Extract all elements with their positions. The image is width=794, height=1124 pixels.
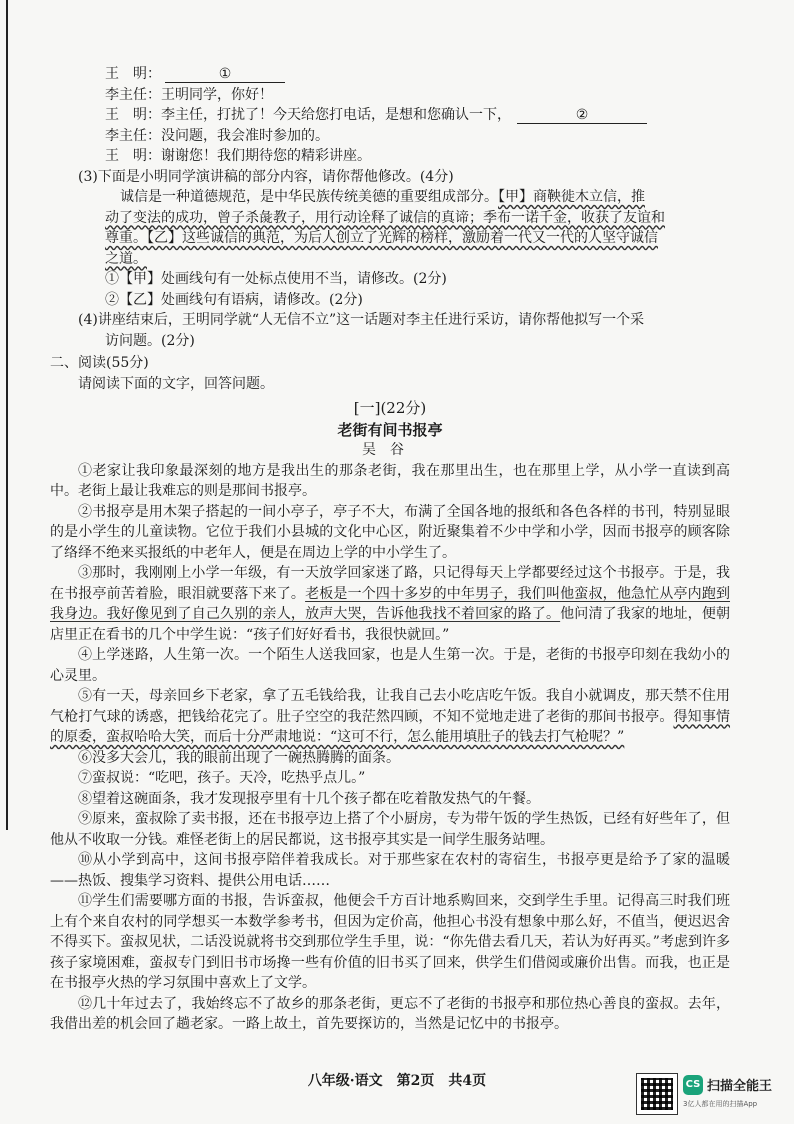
binding-line — [6, 0, 8, 830]
article-paragraph-1: ①老家让我印象最深刻的地方是我出生的那条老街，我在那里出生，也在那里上学，从小学一直读到高中。老街上最让我难忘的则是那间书报亭。 — [50, 462, 730, 499]
article-paragraph-3 — [50, 563, 730, 645]
underlined-passage: 老板是一个四十多岁的中年男子，我们叫他蛮叔，他急忙从亭内跑到我身边。我好像见到了自己久别的亲人，放声大哭，告诉他我找不着回家的路了。 — [50, 585, 731, 622]
dialogue-line — [50, 105, 730, 126]
sub-question-2: ②【乙】处画线句有语病，请修改。(2分) — [105, 291, 363, 308]
speech-text: 诚信是一种道德规范，是中华民族传统美德的重要组成部分。 — [120, 189, 498, 205]
part-1-title: [一](22分) — [353, 399, 427, 417]
article-title: 老街有间书报亭 — [337, 420, 443, 439]
article-paragraph-5 — [50, 686, 730, 748]
question-4-line2: 访问题。(2分) — [105, 332, 195, 349]
question-4-line1: (4)讲座结束后，王明同学就“人无信不立”这一话题对李主任进行采访，请你帮他拟写一个采 — [78, 312, 645, 328]
dialogue-line: 王 明：谢谢您！我们期待您的精彩讲座。 — [105, 148, 371, 164]
speech-excerpt-line — [50, 228, 730, 249]
dialogue-line — [50, 64, 730, 85]
wavy-underlined-passage: 得知事情的原委，蛮叔哈哈大笑，而后十分严肃地说：“这可不行，怎么能用填肚子的钱去打气枪呢？” — [50, 708, 731, 745]
underlined-sentence-jia: 【甲】商鞅徙木立信，推 — [498, 189, 645, 205]
section-2-title: 二、阅读(55分) — [50, 355, 149, 371]
article-paragraph-12: ⑫几十年过去了，我始终忘不了故乡的那条老街，更忘不了老街的书报亭和那位热心善良的蛮叔。去年，我借出差的机会回了趟老家。一路上故土，首先要探访的，当然是记忆中的书报亭。 — [50, 995, 730, 1032]
underlined-sentence-yi: 【乙】这些诚信的典范，为后人创立了光辉的榜样，激励着一代又一代的人坚守诚信 — [147, 230, 658, 246]
speech-excerpt-line — [50, 187, 730, 208]
underlined-sentence-jia-cont: 动了变法的成功，曾子杀彘教子，用行动诠释了诚信的真谛；季布一诺千金，收获了友谊和 — [105, 209, 665, 226]
answer-blank-2[interactable]: ② — [517, 107, 647, 124]
question-3-prompt: (3)下面是小明同学演讲稿的部分内容，请你帮他修改。(4分) — [78, 168, 454, 185]
scanner-app-tagline: 3亿人都在用的扫描App — [683, 1100, 758, 1108]
underlined-sentence-yi-end: 之道。 — [105, 250, 147, 267]
paragraph-text: 他问清了我家的地址，便朝店里正在看书的几个中学生说：“孩子们好好看书，我很快就回。” — [50, 606, 731, 643]
underlined-sentence-jia-end: 尊重。 — [105, 230, 147, 246]
page-footer: 八年级·语文 第2页 共4页 — [307, 1073, 487, 1089]
article-author: 吴谷 — [362, 442, 418, 458]
speaker-text: 王 明：李主任，打扰了！今天给您打电话，是想和您确认一下， — [105, 107, 511, 123]
article-paragraph-9: ⑨原来，蛮叔除了卖书报，还在书报亭边上搭了个小厨房，专为带午饭的学生热饭，已经有好些年了，但他从不收取一分钱。难怪老街上的居民都说，这书报亭其实是一间学生服务站哩。 — [50, 811, 730, 848]
article-paragraph-11: ⑪学生们需要哪方面的书报，告诉蛮叔，他便会千方百计地系购回来，交到学生手里。记得高三时我们班上有个来自农村的同学想买一本数学参考书，但因为定价高，他担心书没有想象中那么好，不值当，便迟迟舍不得买下。蛮叔见状，二话没说就将书交到那位学生手里，说：“你先借去看几天，若认为好再买。”考虑到许多孩子家境困难，蛮叔专门到旧书市场搀一些有价值的旧书买了回来，供学生们借阅或廉价出售。而我，也正是在书报亭火热的学习氛围中喜欢上了文学。 — [50, 893, 730, 991]
dialogue-line: 李主任：没问题，我会准时参加的。 — [105, 127, 329, 144]
paragraph-text: ⑤有一天，母亲回乡下老家，拿了五毛钱给我，让我自己去小吃店吃午饭。我自小就调皮，那天禁不住用气枪打气球的诱惑，把钱给花完了。肚子空空的我茫然四顾，不知不觉地走进了老街的那间书报亭。 — [50, 688, 730, 725]
scanner-app-name: 扫描全能王 — [707, 1079, 773, 1094]
article-paragraph-6: ⑥没多大会儿，我的眼前出现了一碗热腾腾的面条。 — [78, 749, 400, 766]
camscanner-logo-icon: CS — [683, 1075, 703, 1095]
qr-code-icon — [636, 1073, 678, 1115]
paragraph-text: ③那时，我刚刚上小学一年级，有一天放学回家迷了路，只记得每天上学都要经过这个书报亭。于是，我在书报亭前苦着脸，眼泪就要落下来了。 — [50, 565, 730, 602]
article-paragraph-4: ④上学迷路，人生第一次。一个陌生人送我回家，也是人生第一次。于是，老街的书报亭印刻在我幼小的心灵里。 — [50, 647, 730, 684]
speaker-text: 王 明： — [105, 66, 161, 82]
article-paragraph-8: ⑧望着这碗面条，我才发现报亭里有十几个孩子都在吃着散发热气的午餐。 — [78, 790, 540, 807]
article-paragraph-7: ⑦蛮叔说：“吃吧，孩子。天冷，吃热乎点儿。” — [78, 770, 366, 786]
answer-blank-1[interactable]: ① — [165, 66, 285, 83]
page-content — [50, 64, 730, 1035]
sub-question-1: ①【甲】处画线句有一处标点使用不当，请修改。(2分) — [105, 271, 447, 287]
article-paragraph-2: ②书报亭是用木架子搭起的一间小亭子，亭子不大，布满了全国各地的报纸和各色各样的书刊，特别显眼的是小学生的儿童读物。它位于我们小县城的文化中心区，附近聚集着不少中学和小学，因而书报亭的顾客除了络绎不绝来买报纸的中老年人，便是在周边上学的中小学生了。 — [50, 503, 730, 561]
dialogue-line: 李主任：王明同学，你好！ — [105, 86, 273, 103]
reading-instruction: 请阅读下面的文字，回答问题。 — [78, 375, 274, 392]
article-paragraph-10: ⑩从小学到高中，这间书报亭陪伴着我成长。对于那些家在农村的寄宿生，书报亭更是给予了家的温暖——热饭、搜集学习资料、提供公用电话…… — [50, 852, 730, 889]
